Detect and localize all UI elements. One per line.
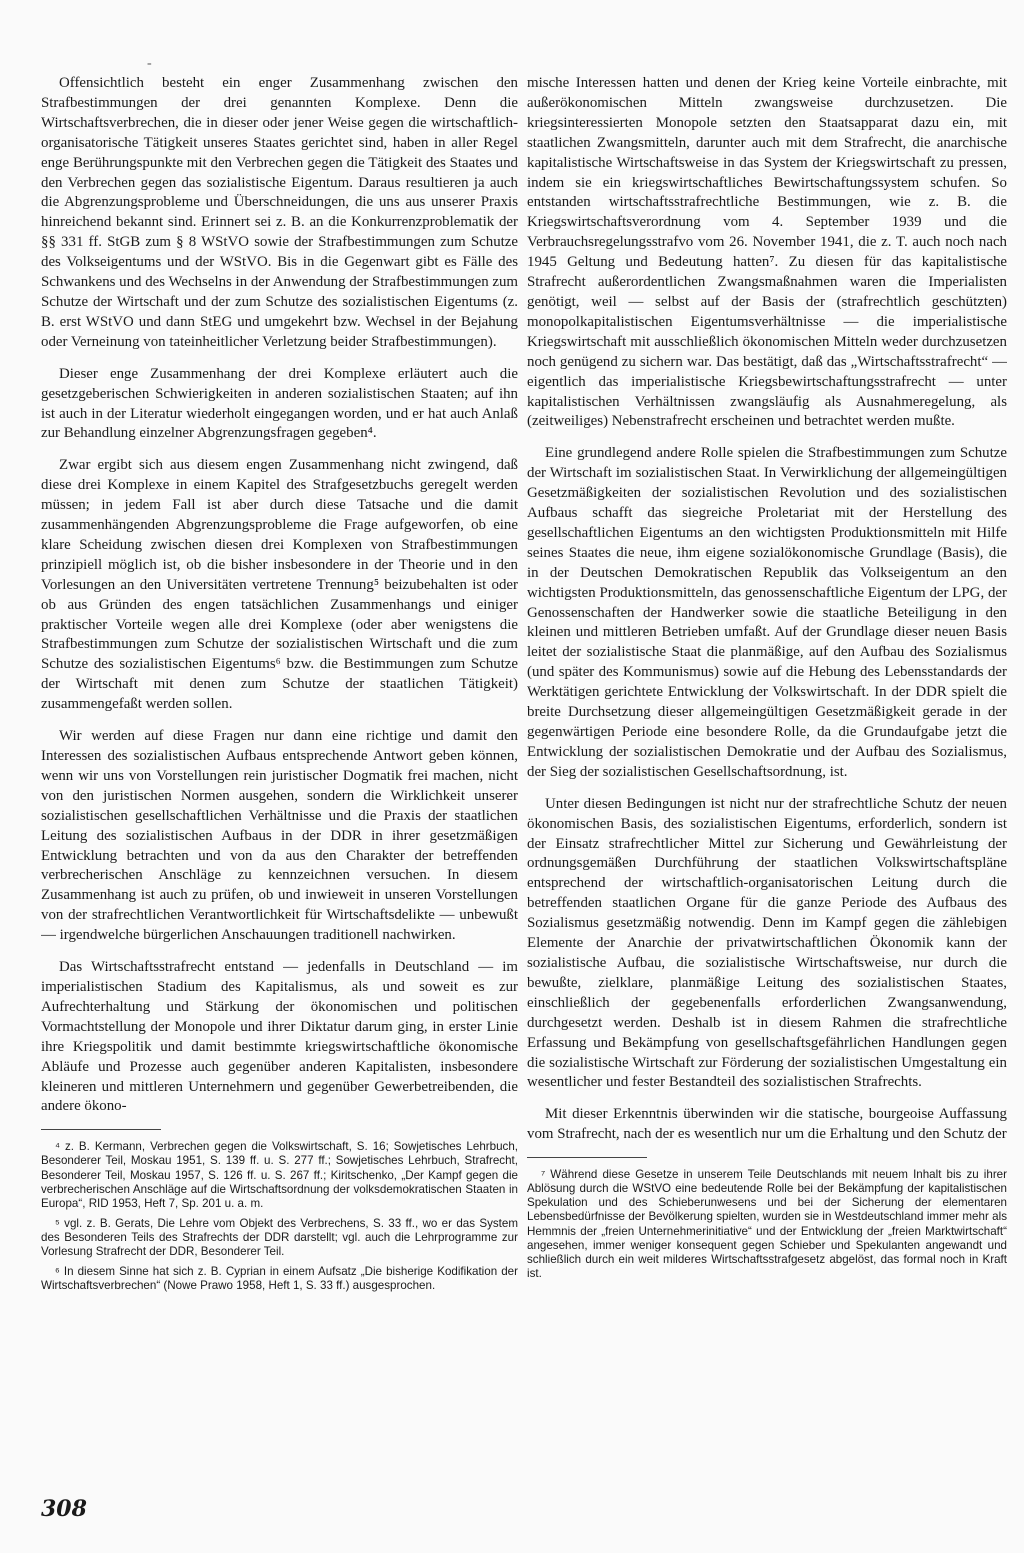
body-paragraph: Unter diesen Bedingungen ist nicht nur der strafrechtliche Schutz der neuen ökonomischen Basis, des sozialistischen Eigentums, erforderlich, sondern ist der Einsatz strafrechtlicher Mittel zur Sicherung und Gewährleistung der ordnungsgemäßen Durchführung der staatlichen Volkswirtschaftspläne entsprechend der wirtschaftlich-organisatorischen Leitung durch die betreffenden staatlichen Organe für die ganze Periode des Aufbaus des Sozialismus gesetzmäßig notwendig. Denn im Kampf gegen die zählebigen Elemente der Anarchie der privatwirtschaftlichen Ökonomik kann der sozialistische Aufbau, die sozialistische Wirtschaftsweise, nur durch die bewußte, zielklare, planmäßige Leitung des sozialistischen Staates, einschließlich der gegebenenfalls erforderlichen Zwangsanwendung, durchgesetzt werden. Deshalb ist in diesem Rahmen die strafrechtliche Erfassung und Bekämpfung von gesellschaftsgefährlichen Handlungen gegen die sozialistische Wirtschaft zur Förderung der sozialistischen Umgestaltung ein wesentlicher und fester Bestandteil des sozialistischen Strafrechts. [527, 795, 1007, 1091]
footnotes-left [41, 1140, 518, 1293]
body-paragraph: Eine grundlegend andere Rolle spielen die Strafbestimmungen zum Schutze der Wirtschaft im sozialistischen Staat. In Verwirklichung der allgemeingültigen Gesetzmäßigkeiten der sozialistischen Revolution und des sozialistischen Aufbaus schafft das siegreiche Proletariat mit der Herstellung des gesellschaftlichen Eigentums an den wichtigsten Produktionsmitteln mit Hilfe seines Staates die neue, ihm eigene sozialökonomische Grundlage (Basis), die in der Deutschen Demokratischen Republik das Volkseigentum an den wichtigsten Produktionsmitteln, das genossenschaftliche Eigentum der LPG, der Genossenschaften der Handwerker sowie die staatliche Beteiligung in den kleinen und mittleren Betrieben umfaßt. Auf der Grundlage dieser neuen Basis leitet der sozialistische Staat die planmäßige, auf den Aufbau des Sozialismus (und später des Kommunismus) sowie auf die Hebung des Lebensstandards der Werktätigen gerichtete Entwicklung der Volkswirtschaft. In der DDR spielt die breite Durchsetzung dieser allgemeingültigen Gesetzmäßigkeit gerade in der gegenwärtigen Periode eine besondere Rolle, da die Grundaufgabe jetzt die Entwicklung der sozialistischen Demokratie und der Aufbau des Sozialismus, der Sieg der sozialistischen Gesellschaftsordnung, ist. [527, 445, 1007, 780]
body-paragraph: Dieser enge Zusammenhang der drei Komplexe erläutert auch die gesetzgeberischen Schwierigkeiten in anderen sozialistischen Staaten; auf ihn ist auch in der Literatur wiederholt eingegangen worden, und er hat auch Anlaß zur Behandlung einzelner Abgrenzungsfragen gegeben⁴. [41, 365, 518, 442]
footnote-divider [41, 1129, 161, 1130]
body-paragraph: Das Wirtschaftsstrafrecht entstand — jedenfalls in Deutschland — im imperialistischen Stadium des Kapitalismus, als und soweit es zur Aufrechterhaltung und Stärkung der ökonomischen und politischen Vormachtstellung der Monopole und ihrer Diktatur darum ging, in erster Linie ihre Kriegspolitik und damit bestimmte kriegswirtschaftliche ökonomische Abläufe und Prozesse auch gegenüber anderen Kapitalisten, insbesondere kleineren und mittleren Unternehmern und gegenüber Gewerbetreibenden, die andere ökono- [41, 959, 518, 1115]
footnote: ⁵ vgl. z. B. Gerats, Die Lehre vom Objekt des Verbrechens, S. 33 ff., wo er das System des Besonderen Teils des Strafrechts der DDR darstellt; vgl. auch die Lehrprogramme zur Vorlesung Strafrecht der DDR, Besonderer Teil. [41, 1216, 518, 1258]
footnote: ⁴ z. B. Kermann, Verbrechen gegen die Volkswirtschaft, S. 16; Sowjetisches Lehrbuch, Besonderer Teil, Moskau 1951, S. 139 ff. u. S. 277 ff.; Sowjetisches Lehrbuch, Strafrecht, Besonderer Teil, Moskau 1957, S. 126 ff. u. S. 267 ff.; Kiritschenko, „Der Kampf gegen die verbrecherischen Anschläge auf die Wirtschaftsordnung der volksdemokratischen Staaten in Europa“, RID 1953, Heft 7, Sp. 201 u. a. m. [41, 1140, 518, 1210]
body-paragraph: Offensichtlich besteht ein enger Zusammenhang zwischen den Strafbestimmungen der drei genannten Komplexe. Denn die Wirtschaftsverbrechen, die in dieser oder jener Weise gegen die wirtschaftlich-organisatorische Tätigkeit unseres Staates gerichtet sind, haben in aller Regel enge Berührungspunkte mit den Verbrechen gegen die Tätigkeit des Staates und den Verbrechen gegen das sozialistische Eigentum. Daraus resultieren ja auch die Abgrenzungsprobleme und Überschneidungen, die uns aus unserer Praxis hinreichend bekannt sind. Erinnert sei z. B. an die Konkurrenzproblematik der §§ 331 ff. StGB zum § 8 WStVO sowie der Strafbestimmungen zum Schutze des Volkseigentums und der WStVO. Bis in die Gegenwart gibt es Fälle des Schwankens und des Wechselns in der Anwendung der Strafbestimmungen zum Schutze der Wirtschaft und der zum Schutze des sozialistischen Eigentums (z. B. erst WStVO und dann StEG und umgekehrt bzw. Wechsel in der Bejahung oder Verneinung von tateinheitlicher Verletzung beider Strafbestimmungen). [41, 75, 518, 350]
page-number: 308 [41, 1496, 87, 1522]
body-paragraph: Zwar ergibt sich aus diesem engen Zusammenhang nicht zwingend, daß diese drei Komplexe in einem Kapitel des Strafgesetzbuchs geregelt werden müssen; in jedem Fall ist aber durch diese Tatsache und die damit zusammenhängenden Abgrenzungsprobleme die Frage aufgeworfen, ob eine klare Scheidung zwischen diesen drei Komplexen von Strafbestimmungen prinzipiell möglich ist, ob die bisher insbesondere in der Theorie und in den Vorlesungen an den Universitäten vertretene Trennung⁵ beizubehalten ist oder ob aus Gründen des engen tatsächlichen Zusammenhangs und einiger praktischer Vorteile wegen alle drei Komplexe (oder aber wenigstens die Strafbestimmungen zum Schutze der sozialistischen Wirtschaft und die zum Schutze des sozialistischen Eigentums⁶ bzw. die Bestimmungen zum Schutze der Wirtschaft mit denen zum Schutze der staatlichen Tätigkeit) zusammengefaßt werden sollen. [41, 457, 518, 713]
body-paragraph: Mit dieser Erkenntnis überwinden wir die statische, bourgeoise Auffassung vom Strafrecht, nach der es wesentlich nur um die Erhaltung und den Schutz der [527, 1106, 1007, 1143]
body-paragraph: mische Interessen hatten und denen der Krieg keine Vorteile einbrachte, mit außerökonomischen Mitteln zwangsweise durchzusetzen. Die kriegsinteressierten Monopole setzten den Staatsapparat dazu ein, mit staatlichen Zwangsmitteln, darunter auch mit dem Strafrecht, die anarchische kapitalistische Wirtschaftsweise in das System der Kriegswirtschaft zu pressen, indem sie ein kriegswirtschaftliches Bewirtschaftungssystem schufen. So entstanden wirtschaftsstrafrechtliche Bestimmungen, wie z. B. die Kriegswirtschaftsverordnung vom 4. September 1939 und die Verbrauchsregelungsstrafvo vom 26. November 1941, die z. T. auch noch nach 1945 Geltung und Bedeutung hatten⁷. Zu diesen für das kapitalistische Strafrecht außerordentlichen Zwangsmaßnahmen waren die Imperialisten genötigt, weil — selbst auf der Basis der (strafrechtlich geschützten) monopolkapitalistischen Eigentumsverhältnisse — die imperialistische Kriegswirtschaft mit ausschließlich ökonomischen Mitteln weder durchzusetzen noch genügend zu sichern war. Das bestätigt, daß das „Wirtschaftsstrafrecht“ — eigentlich das imperialistische Kriegsbewirtschaftungsstrafrecht — unter kapitalistischen Verhältnissen zwangsläufig als Ausnahmeregelung, als (zeitweiliges) Nebenstrafrecht erscheinen und betrachtet werden mußte. [527, 75, 1007, 430]
footnote: ⁶ In diesem Sinne hat sich z. B. Cyprian in einem Aufsatz „Die bisherige Kodifikation der Wirtschaftsverbrechen“ (Nowe Prawo 1958, Heft 1, S. 33 ff.) ausgesprochen. [41, 1265, 518, 1293]
footnote-divider [527, 1157, 647, 1158]
footnotes-right [527, 1168, 1007, 1281]
margin-mark: - [147, 56, 152, 71]
body-paragraph: Wir werden auf diese Fragen nur dann eine richtige und damit den Interessen des sozialistischen Aufbaus entsprechende Antwort geben können, wenn wir uns von Vorstellungen rein juristischer Dogmatik frei machen, nicht von den juristischen Normen ausgehen, sondern die Wirklichkeit unserer sozialistischen gesellschaftlichen Verhältnisse und die Praxis der staatlichen Leitung des sozialistischen Aufbaus in der DDR in ihrer gesetzmäßigen Entwicklung betrachten und von da aus den Charakter der betreffenden verbrecherischen Anschläge zu kennzeichnen versuchen. In diesem Zusammenhang ist auch zu prüfen, ob und inwieweit in unseren Vorstellungen von der strafrechtlichen Verantwortlichkeit für Wirtschaftsdelikte — unbewußt — irgendwelche bürgerlichen Anschauungen traditionell nachwirken. [41, 728, 518, 944]
right-column [527, 74, 1007, 1484]
left-column [41, 74, 518, 1484]
footnote: ⁷ Während diese Gesetze in unserem Teile Deutschlands mit neuem Inhalt bis zu ihrer Ablösung durch die WStVO eine bedeutende Rolle bei der Bekämpfung der kapitalistischen Spekulation und des Schieberunwesens und bei der Sicherung der elementaren Lebensbedürfnisse der Bevölkerung spielten, wurden sie in Westdeutschland immer mehr als Hemmnis der „freien Unternehmerinitiative“ und der Entwicklung der „freien Marktwirtschaft“ angesehen, immer weniger konsequent gegen Schieber und Spekulanten angewandt und schließlich durch ein weit milderes Wirtschaftsstrafgesetz abgelöst, das formal noch in Kraft ist. [527, 1168, 1007, 1280]
